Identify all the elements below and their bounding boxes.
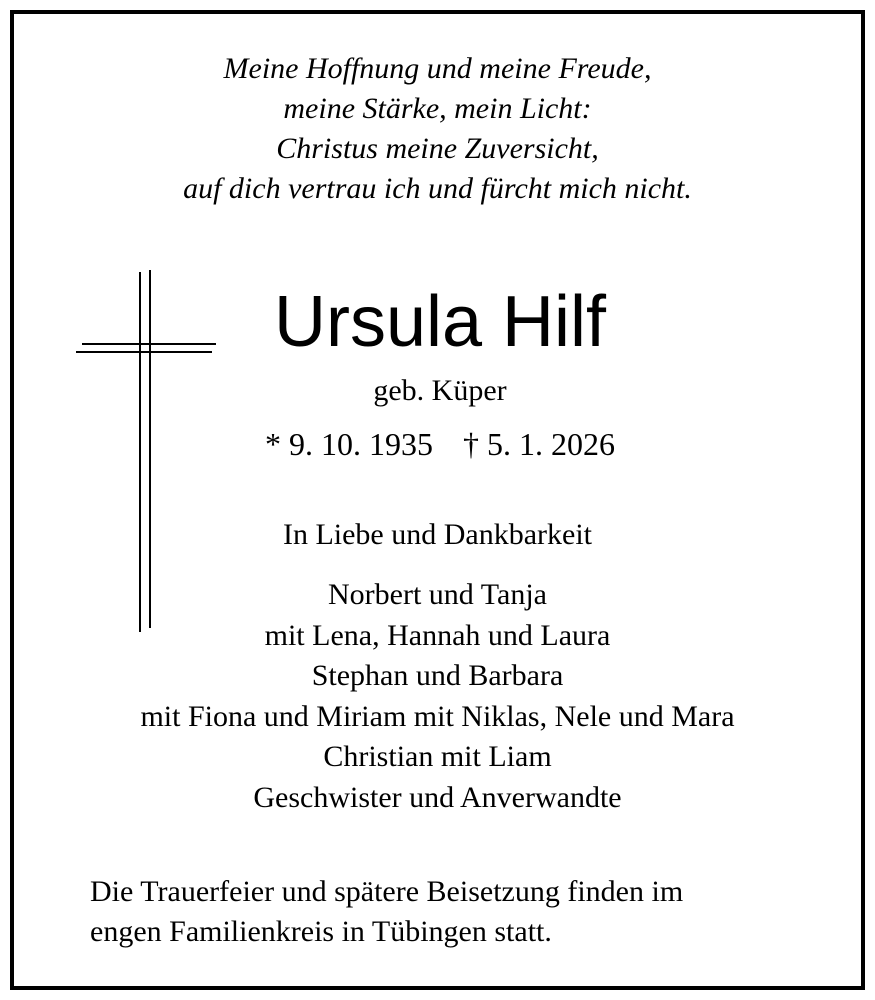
- notice-line-1: Die Trauerfeier und spätere Beisetzung finden im: [90, 875, 684, 908]
- life-dates: [200, 423, 680, 465]
- verse-line-4: auf dich vertrau ich und fürcht mich nicht.: [183, 172, 692, 205]
- thanks-line: In Liebe und Dankbarkeit: [282, 518, 593, 551]
- funeral-notice: [90, 872, 830, 952]
- deceased-name: Ursula Hilf: [273, 282, 607, 362]
- family-line: Christian mit Liam: [323, 740, 552, 773]
- family-list: [0, 575, 875, 818]
- family-line: mit Lena, Hannah und Laura: [264, 618, 611, 652]
- family-line: Geschwister und Anverwandte: [253, 780, 622, 814]
- death-date: † 5. 1. 2026: [463, 426, 615, 462]
- family-line: Stephan und Barbara: [311, 659, 564, 692]
- notice-line-2: engen Familienkreis in Tübingen statt.: [90, 915, 552, 948]
- verse-line-3: Christus meine Zuversicht,: [276, 132, 599, 165]
- maiden-name: geb. Küper: [373, 374, 507, 407]
- verse-line-1: Meine Hoffnung und meine Freude,: [223, 52, 652, 85]
- verse-line-2: meine Stärke, mein Licht:: [283, 92, 592, 125]
- family-line: Norbert und Tanja: [328, 578, 547, 611]
- birth-date: * 9. 10. 1935: [265, 426, 433, 462]
- family-line: mit Fiona und Miriam mit Niklas, Nele und Mara: [140, 699, 735, 733]
